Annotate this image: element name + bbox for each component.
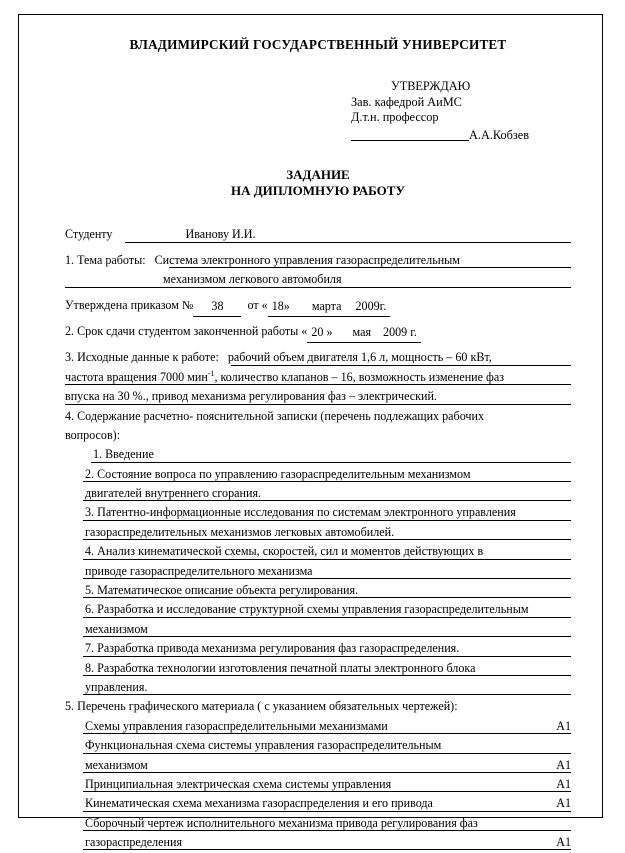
content-header-1: 4. Содержание расчетно- пояснительной записки (перечень подлежащих рабочих	[65, 408, 485, 423]
initial-data-superscript: -1	[207, 368, 215, 378]
content-item-text: 1. Введение	[93, 447, 154, 462]
deadline-line	[65, 322, 571, 341]
content-item-rule	[83, 636, 571, 637]
approval-signer: А.А.Кобзев	[469, 127, 530, 142]
content-item	[65, 639, 571, 658]
content-item-rule	[83, 500, 571, 501]
content-items-list	[65, 445, 571, 697]
graphics-item-rule	[83, 733, 571, 734]
order-date-blank	[268, 297, 391, 317]
content-item	[65, 503, 571, 522]
graphics-item-text: Сборочный чертеж исполнительного механизма привода регулирования фаз	[85, 815, 478, 830]
topic-rule-1	[169, 267, 571, 268]
topic-text-1: Система электронного управления газораспределительным	[154, 252, 460, 267]
content-item	[65, 581, 571, 600]
content-item-rule	[83, 481, 571, 482]
order-line	[65, 296, 571, 315]
content-item-text: приводе газораспределительного механизма	[85, 563, 313, 578]
graphics-item-text: Кинематическая схема механизма газораспределения и его привода	[85, 796, 433, 811]
deadline-month: мая	[352, 324, 372, 339]
graphics-item-format: А1	[556, 718, 571, 733]
content-item-text: 8. Разработка технологии изготовления печатной платы электронного блока	[85, 660, 476, 675]
order-month: марта	[311, 298, 342, 313]
content-header-line-2	[65, 426, 571, 445]
document-page	[18, 14, 603, 850]
graphics-item	[65, 775, 571, 794]
deadline-blank	[307, 323, 421, 343]
approval-signature-row	[351, 127, 571, 144]
content-item	[65, 678, 571, 697]
initial-data-line-2	[65, 368, 571, 387]
graphics-item	[65, 756, 571, 775]
content-item-text: 6. Разработка и исследование структурной схемы управления газораспределительным	[85, 602, 529, 617]
student-line	[65, 225, 571, 244]
content-item-text: 2. Состояние вопроса по управлению газораспределительным механизмом	[85, 466, 471, 481]
topic-line-1	[65, 251, 571, 270]
approval-heading: УТВЕРЖДАЮ	[391, 79, 471, 93]
graphics-item-text: газораспределения	[85, 835, 183, 850]
graphics-item-rule	[83, 772, 571, 773]
topic-text-2: механизмом легкового автомобиля	[163, 272, 342, 287]
order-prefix: Утверждена приказом №	[65, 297, 194, 312]
graphics-item	[65, 814, 571, 833]
content-item-text: 7. Разработка привода механизма регулирования фаз газораспределения.	[85, 641, 460, 656]
graphics-item-format: А1	[556, 796, 571, 811]
content-item-rule	[83, 559, 571, 560]
content-item-rule	[83, 597, 571, 598]
content-item	[65, 620, 571, 639]
initial-data-line-1	[65, 348, 571, 367]
graphics-item-text: механизмом	[85, 757, 148, 772]
content-item-text: 4. Анализ кинематической схемы, скоростей, сил и моментов действующих в	[85, 544, 484, 559]
graphics-item-rule	[83, 791, 571, 792]
order-number: 38	[193, 297, 241, 317]
content-item	[65, 542, 571, 561]
order-day: 18»	[271, 298, 290, 313]
content-item	[65, 562, 571, 581]
content-item-rule	[83, 539, 571, 540]
graphics-item-text: Принципиальная электрическая схема системы управления	[85, 776, 392, 791]
document-body	[65, 31, 571, 852]
initial-data-label: 3. Исходные данные к работе:	[65, 350, 219, 365]
approval-block	[351, 79, 571, 143]
content-item-rule	[83, 578, 571, 579]
content-item-rule	[83, 694, 571, 695]
content-item-rule	[83, 617, 571, 618]
initial-data-line-3	[65, 387, 571, 406]
approval-position: Зав. кафедрой АиМС	[351, 94, 462, 109]
document-title-line1: ЗАДАНИЕ	[286, 167, 350, 183]
graphics-header-line	[65, 697, 571, 716]
initial-data-rule-2	[65, 384, 571, 385]
content-item	[65, 659, 571, 678]
content-item	[65, 484, 571, 503]
deadline-day: 20 »	[311, 324, 333, 339]
content-header-line-1	[65, 407, 571, 426]
content-item	[65, 600, 571, 619]
approval-degree: Д.т.н. профессор	[351, 110, 439, 125]
topic-rule-2	[65, 287, 571, 288]
content-item-text: газораспределительных механизмов легковых автомобилей.	[85, 524, 395, 539]
graphics-item	[65, 736, 571, 755]
content-item-rule	[83, 520, 571, 521]
content-item-rule	[83, 656, 571, 657]
signature-blank-line	[351, 127, 469, 141]
content-item-text: 3. Патентно-информационные исследования по системам электронного управления	[85, 505, 516, 520]
initial-data-rule-1	[231, 365, 571, 366]
content-item	[65, 523, 571, 542]
content-item	[65, 465, 571, 484]
deadline-label: 2. Срок сдачи студентом законченной работы «	[65, 323, 308, 338]
initial-data-text-1: рабочий объем двигателя 1,6 л, мощность – 60 кВт,	[227, 350, 492, 365]
graphics-item	[65, 833, 571, 852]
initial-data-rule-3	[65, 404, 571, 405]
content-header-2: вопросов):	[65, 427, 121, 442]
content-item-text: механизмом	[85, 621, 148, 636]
content-item-text: управления.	[85, 679, 148, 694]
initial-data-text-2a: частота вращения 7000 мин	[65, 369, 208, 384]
deadline-year: 2009 г.	[383, 324, 417, 339]
university-title: ВЛАДИМИРСКИЙ ГОСУДАРСТВЕННЫЙ УНИВЕРСИТЕТ	[129, 37, 507, 52]
graphics-item-rule	[83, 830, 571, 831]
order-from: от «	[247, 297, 268, 312]
graphics-item-format: А1	[556, 835, 571, 850]
topic-line-2	[65, 270, 571, 289]
student-name: Иванову И.И.	[185, 227, 256, 242]
initial-data-text-3: впуска на 30 %., привод механизма регулирования фаз – электрический.	[65, 389, 437, 404]
graphics-items-list	[65, 717, 571, 853]
topic-label: 1. Тема работы:	[65, 252, 146, 267]
graphics-item-text: Функциональная схема системы управления газораспределительным	[85, 738, 442, 753]
document-title-line2: НА ДИПЛОМНУЮ РАБОТУ	[230, 183, 406, 199]
graphics-item	[65, 794, 571, 813]
graphics-item-rule	[83, 811, 571, 812]
student-rule	[125, 242, 571, 243]
graphics-item-format: А1	[556, 776, 571, 791]
graphics-item	[65, 717, 571, 736]
order-year: 2009г.	[355, 298, 387, 313]
graphics-item-format: А1	[556, 757, 571, 772]
initial-data-text-2b: , количество клапанов – 16, возможность изменение фаз	[214, 369, 505, 384]
graphics-item-rule	[83, 753, 571, 754]
student-label: Студенту	[65, 227, 113, 242]
content-item-text: двигателей внутреннего сгорания.	[85, 486, 262, 501]
form-fields	[65, 225, 571, 852]
document-title	[65, 167, 571, 199]
graphics-item-rule	[83, 849, 571, 850]
content-item-rule	[83, 675, 571, 676]
graphics-header: 5. Перечень графического материала ( с указанием обязательных чертежей):	[65, 699, 458, 714]
content-item	[65, 445, 571, 464]
content-item-rule	[91, 462, 571, 463]
graphics-item-text: Схемы управления газораспределительными механизмами	[85, 718, 388, 733]
content-item-text: 5. Математическое описание объекта регулирования.	[85, 583, 359, 598]
